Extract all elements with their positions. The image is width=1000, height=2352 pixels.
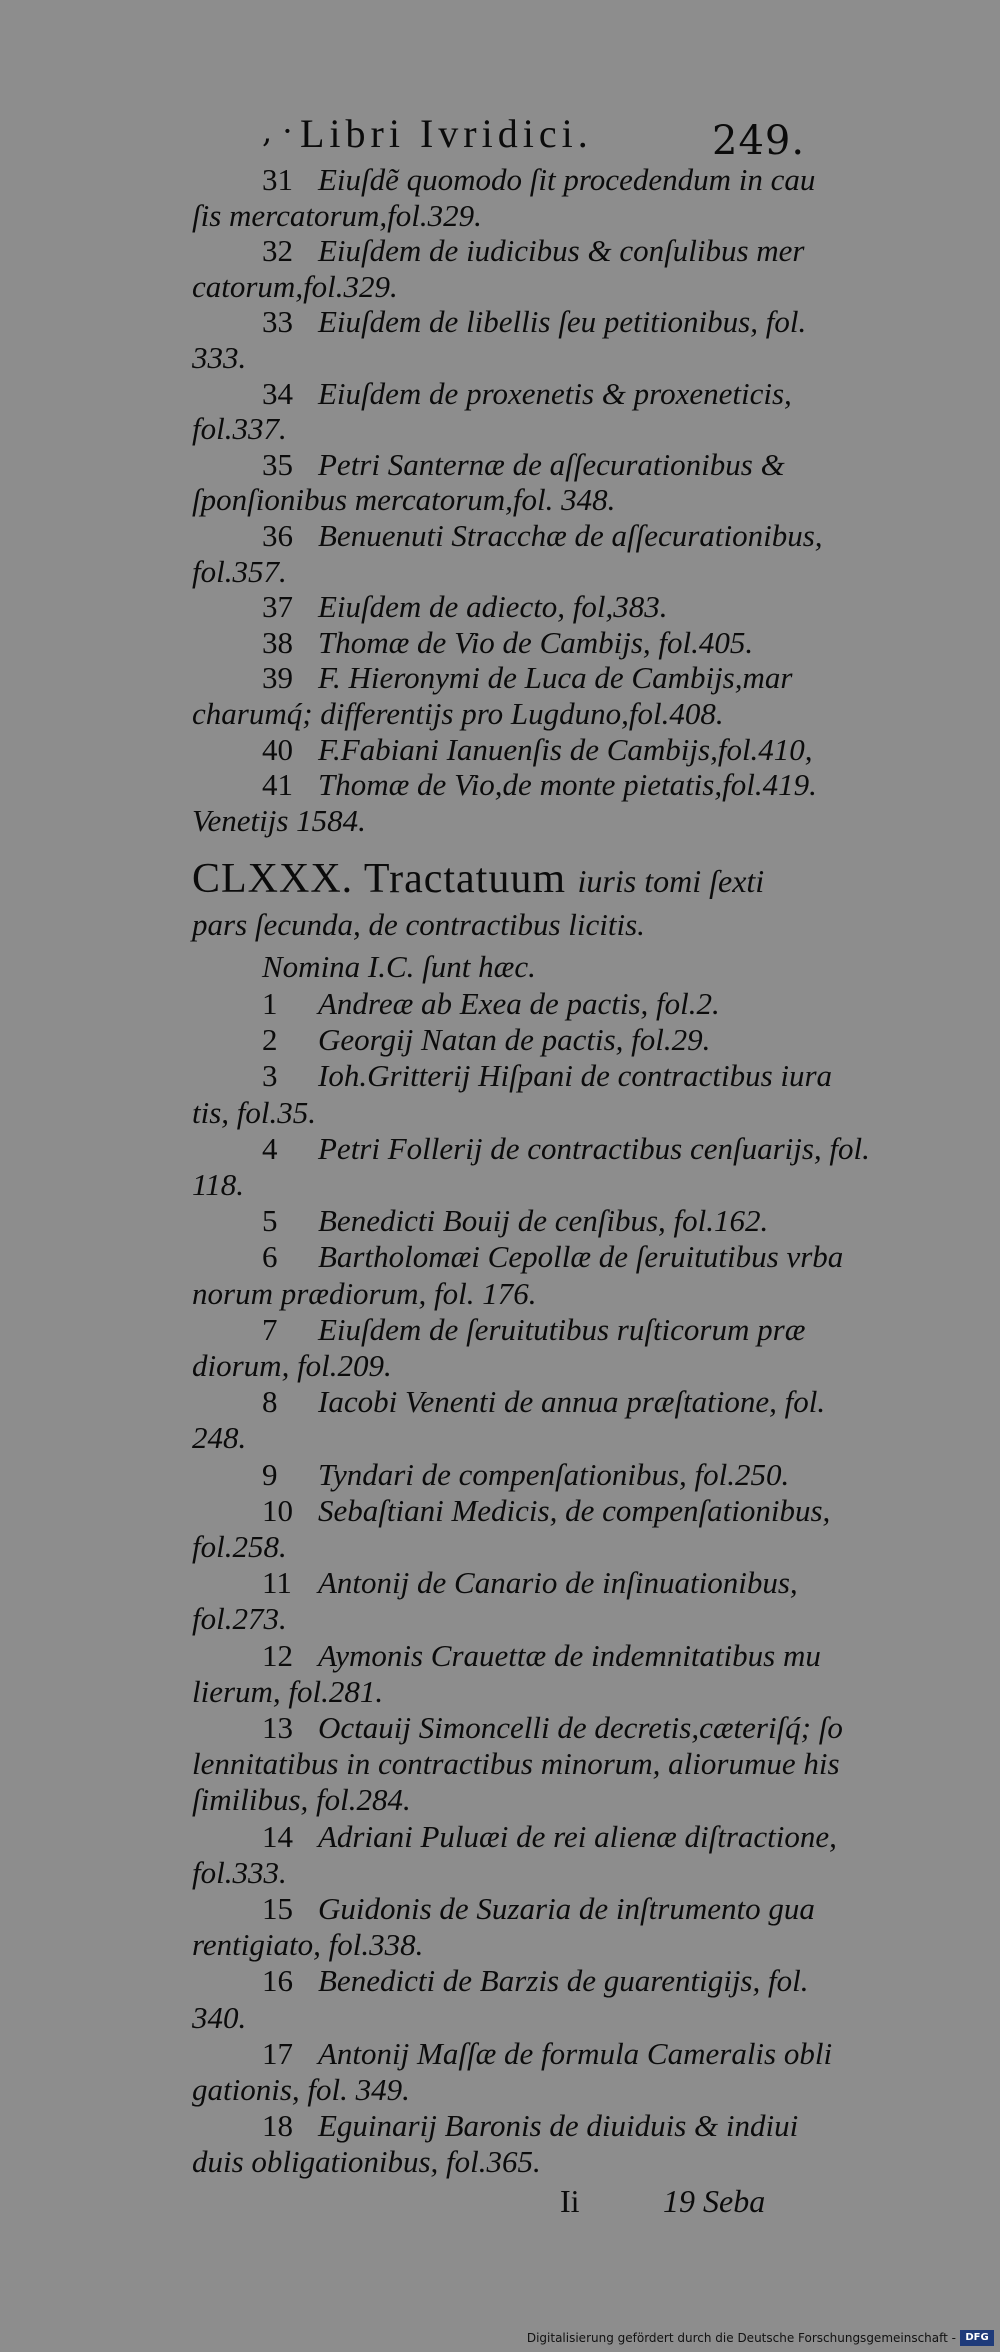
entry-text: Eiuſdem de adiecto, fol,383. bbox=[318, 589, 668, 625]
entry-text: Venetijs 1584. bbox=[192, 802, 366, 838]
entry-text: Tyndari de compenſationibus, fol.250. bbox=[318, 1456, 790, 1492]
entry-number: 7 bbox=[262, 1311, 278, 1347]
entry-number: 16 bbox=[262, 1963, 293, 1999]
entry-text: norum prædiorum, fol. 176. bbox=[192, 1275, 537, 1311]
entry-text: Benedicti Bouij de cenſibus, fol.162. bbox=[318, 1203, 769, 1239]
entry-text: Eiuſdem de ſeruitutibus ruſticorum præ bbox=[318, 1311, 806, 1347]
entry-text: fol.333. bbox=[192, 1854, 287, 1890]
entry-number: 34 bbox=[262, 375, 293, 411]
signature-mark: Ii bbox=[560, 2183, 580, 2219]
entry-text: Antonij de Canario de inſinuationibus, bbox=[318, 1565, 798, 1601]
entry-text: Guidonis de Suzaria de inſtrumento gua bbox=[318, 1891, 815, 1926]
entry-number: 17 bbox=[262, 2035, 293, 2071]
entry-number: 2 bbox=[262, 1022, 278, 1058]
entry-text: rentigiato, fol.338. bbox=[192, 1927, 424, 1963]
entry-text: charumq́; differentijs pro Lugduno,fol.408. bbox=[192, 696, 724, 731]
entry-text: fol.357. bbox=[192, 553, 287, 589]
entry-text: Sebaſtiani Medicis, de compenſationibus, bbox=[318, 1492, 831, 1528]
entry-number: 12 bbox=[262, 1637, 293, 1673]
entry-text: 118. bbox=[192, 1167, 244, 1202]
entry-text: ſponſionibus mercatorum,fol. 348. bbox=[192, 482, 616, 518]
entry-text: ſimilibus, fol.284. bbox=[192, 1782, 411, 1818]
entry-text: Bartholomæi Cepollæ de ſeruitutibus vrba bbox=[318, 1239, 844, 1275]
entry-text: Georgij Natan de pactis, fol.29. bbox=[318, 1022, 711, 1058]
entry-text: diorum, fol.209. bbox=[192, 1348, 392, 1383]
entry-text: Eiuſdẽ quomodo ſit procedendum in cau bbox=[318, 162, 816, 197]
entry-number: 5 bbox=[262, 1203, 278, 1239]
entry-number: 39 bbox=[262, 660, 293, 696]
entry-text: Petri Santernæ de aſſecurationibus & bbox=[318, 446, 785, 482]
entry-text: Iacobi Venenti de annua præſtatione, fol. bbox=[318, 1384, 826, 1420]
header-mark: , · bbox=[262, 112, 293, 150]
entry-text: catorum,fol.329. bbox=[192, 268, 398, 304]
entry-text: Adriani Puluæi de rei alienæ diſtractione, bbox=[318, 1818, 837, 1854]
dfg-logo: DFG bbox=[960, 2330, 994, 2346]
entry-text: Thomæ de Vio de Cambijs, fol.405. bbox=[318, 624, 754, 660]
entry-text: ſis mercatorum,fol.329. bbox=[192, 197, 482, 233]
entry-number: 10 bbox=[262, 1492, 293, 1528]
entry-number: 8 bbox=[262, 1384, 278, 1420]
entry-number: 40 bbox=[262, 731, 293, 767]
entry-text: tis, fol.35. bbox=[192, 1094, 317, 1130]
entry-number: 37 bbox=[262, 589, 293, 625]
entry-text: Eiuſdem de proxenetis & proxeneticis, bbox=[318, 375, 792, 411]
entry-number: 41 bbox=[262, 767, 293, 803]
entry-number: 35 bbox=[262, 446, 293, 482]
entry-number: 18 bbox=[262, 2108, 293, 2144]
entry-text: fol.273. bbox=[192, 1601, 287, 1637]
entry-number: 3 bbox=[262, 1058, 278, 1094]
entry-text: Benuenuti Stracchæ de aſſecurationibus, bbox=[318, 518, 823, 553]
entry-text: Thomæ de Vio,de monte pietatis,fol.419. bbox=[318, 767, 817, 803]
entry-text: fol.337. bbox=[192, 411, 287, 447]
catchword: 19 Seba bbox=[663, 2183, 766, 2219]
entry-text: fol.258. bbox=[192, 1529, 287, 1564]
entry-text: Eiuſdem de libellis ſeu petitionibus, fol. bbox=[318, 304, 807, 340]
entry-text: Andreæ ab Exea de pactis, fol.2. bbox=[318, 986, 720, 1021]
entry-text: lennitatibus in contractibus minorum, aliorumue his bbox=[192, 1746, 840, 1782]
section-title-rest: iuris tomi ſexti bbox=[577, 863, 765, 899]
entry-number: 4 bbox=[262, 1130, 278, 1166]
entry-text: 248. bbox=[192, 1420, 247, 1456]
section-number: CLXXX. bbox=[192, 856, 354, 902]
digitization-footer bbox=[0, 2327, 1000, 2352]
entry-text: F. Hieronymi de Luca de Cambijs,mar bbox=[318, 660, 793, 696]
entry-text: 340. bbox=[192, 1999, 247, 2035]
entry-text: Benedicti de Barzis de guarentigijs, fol. bbox=[318, 1963, 809, 1999]
entry-text: Aymonis Crauettæ de indemnitatibus mu bbox=[318, 1637, 821, 1673]
section-intro-text: Nomina I.C. ſunt hæc. bbox=[262, 949, 536, 984]
entry-number: 31 bbox=[262, 162, 293, 197]
entry-number: 32 bbox=[262, 233, 293, 269]
section-heading bbox=[192, 855, 764, 903]
page-number: 249. bbox=[712, 118, 806, 164]
entry-number: 11 bbox=[262, 1565, 292, 1601]
footer-credit: Digitalisierung gefördert durch die Deutsche Forschungsgemeinschaft - bbox=[526, 2331, 956, 2345]
entry-number: 14 bbox=[262, 1818, 293, 1854]
entry-number: 36 bbox=[262, 518, 293, 553]
entry-text: Petri Follerij de contractibus cenſuarijs, fol. bbox=[318, 1130, 870, 1166]
entry-text: 333. bbox=[192, 340, 247, 375]
entry-text: Eiuſdem de iudicibus & conſulibus mer bbox=[318, 233, 805, 269]
entry-number: 1 bbox=[262, 986, 278, 1021]
entry-number: 15 bbox=[262, 1891, 293, 1926]
section-title: Tractatuum bbox=[363, 856, 567, 902]
entry-text: Octauij Simoncelli de decretis,cæteriſq́; ſo bbox=[318, 1710, 843, 1745]
entry-text: duis obligationibus, fol.365. bbox=[192, 2144, 541, 2180]
entry-number: 9 bbox=[262, 1456, 278, 1492]
entry-number: 6 bbox=[262, 1239, 278, 1275]
entry-text: Eguinarij Baronis de diuiduis & indiui bbox=[318, 2108, 799, 2144]
entry-number: 38 bbox=[262, 624, 293, 660]
entry-text: gationis, fol. 349. bbox=[192, 2072, 410, 2107]
entry-text: Antonij Maſſæ de formula Cameralis obli bbox=[318, 2035, 833, 2071]
running-title: Libri Ivridici. bbox=[300, 111, 593, 156]
entry-text: Ioh.Gritterij Hiſpani de contractibus iura bbox=[318, 1058, 833, 1094]
section-subtitle-text: pars ſecunda, de contractibus licitis. bbox=[192, 907, 645, 942]
entry-number: 33 bbox=[262, 304, 293, 340]
entry-text: lierum, fol.281. bbox=[192, 1673, 384, 1709]
entry-text: F.Fabiani Ianuenſis de Cambijs,fol.410, bbox=[318, 731, 813, 767]
entry-number: 13 bbox=[262, 1710, 293, 1745]
